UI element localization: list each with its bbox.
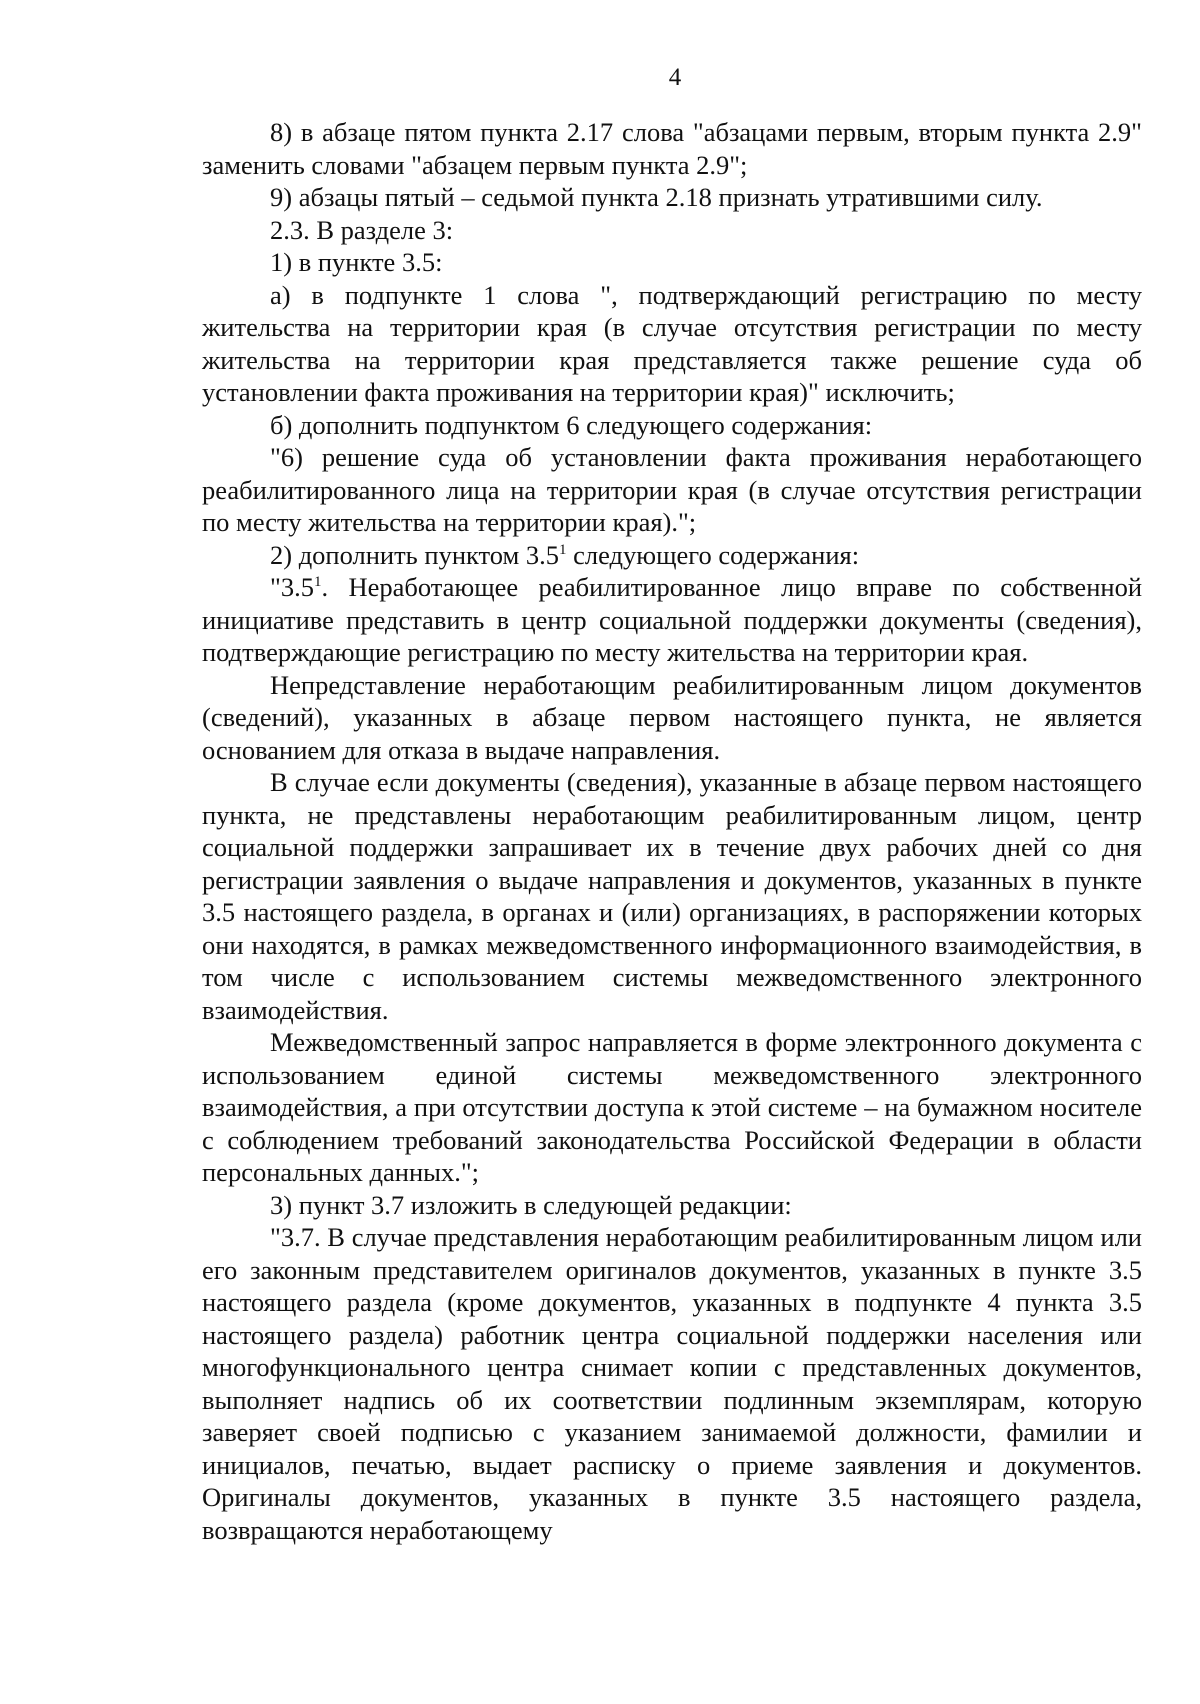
paragraph-subitem-a: а) в подпункте 1 слова ", подтверждающий регистрацию по месту жительства на территории края (в случае отсутствия регистрации по месту жительства на территории края представляется также решение суда об установлении факта проживания на территории края)" исключить;: [202, 279, 1142, 407]
paragraph-request-documents: В случае если документы (сведения), указанные в абзаце первом настоящего пункта, не представлены неработающим реабилитированным лицом, центр социальной поддержки запрашивает их в течение двух рабочих дней со дня регистрации заявления о выдаче направления и документов, указанных в пункте 3.5 настоящего раздела, в органах и (или) организациях, в распоряжении которых они находятся, в рамках межведомственного информационного взаимодействия, в том числе с использованием системы межведомственного электронного взаимодействия.: [202, 767, 1142, 1025]
paragraph-subitem-b: б) дополнить подпунктом 6 следующего содержания:: [270, 409, 873, 440]
item-2-text: 2) дополнить пунктом 3.5: [270, 539, 560, 570]
paragraph-item-1-point-3-5: 1) в пункте 3.5:: [270, 247, 443, 277]
paragraph-item-2: [202, 539, 1142, 572]
paragraph-item-3: 3) пункт 3.7 изложить в следующей редакции:: [270, 1189, 792, 1220]
item-2-text-end: следующего содержания:: [566, 539, 860, 570]
paragraph-point-3-7: "3.7. В случае представления неработающим реабилитированным лицом или его законным представителем оригиналов документов, указанных в пункте 3.5 настоящего раздела (кроме документов, указанных в подпункте 4 пункта 3.5 настоящего раздела) работник центра социальной поддержки населения или многофункционального центра снимает копии с представленных документов, выполняет надпись об их соответствии подлинным экземплярам, которую заверяет своей подписью с указанием занимаемой должности, фамилии и инициалов, печатью, выдает расписку о приеме заявления и документов. Оригиналы документов, указанных в пункте 3.5 настоящего раздела, возвращаются неработающему: [202, 1222, 1142, 1545]
paragraph-non-submission: Непредставление неработающим реабилитированным лицом документов (сведений), указанных в абзаце первом настоящего пункта, не является основанием для отказа в выдаче направления.: [202, 669, 1142, 765]
paragraph-interagency-request: Межведомственный запрос направляется в форме электронного документа с использованием единой системы межведомственного электронного взаимодействия, а при отсутствии доступа к этой системе – на бумажном носителе с соблюдением требований законодательства Российской Федерации в области персональных данных.";: [202, 1027, 1142, 1187]
document-body: [202, 116, 1142, 1546]
paragraph-section-2-3: 2.3. В разделе 3:: [270, 214, 454, 245]
paragraph-point-3-5-1: [202, 571, 1142, 669]
paragraph-subpoint-6: "6) решение суда об установлении факта проживания неработающего реабилитированного лица на территории края (в случае отсутствия регистрации по месту жительства на территории края).";: [202, 442, 1142, 537]
point-3-5-1-text: "3.5: [270, 572, 314, 602]
point-3-5-1-superscript: 1: [313, 574, 322, 591]
paragraph-item-9: 9) абзацы пятый – седьмой пункта 2.18 признать утратившими силу.: [270, 182, 1043, 212]
page-number: 4: [668, 64, 682, 91]
item-2-superscript: 1: [559, 541, 567, 558]
point-3-5-1-text-end: . Неработающее реабилитированное лицо вправе по собственной инициативе представить в центр социальной поддержки документы (сведения), подтверждающие регистрацию по месту жительства на территории края.: [202, 572, 1142, 667]
paragraph-item-8: 8) в абзаце пятом пункта 2.17 слова "абзацами первым, вторым пункта 2.9" заменить словами "абзацем первым пункта 2.9";: [202, 117, 1142, 180]
